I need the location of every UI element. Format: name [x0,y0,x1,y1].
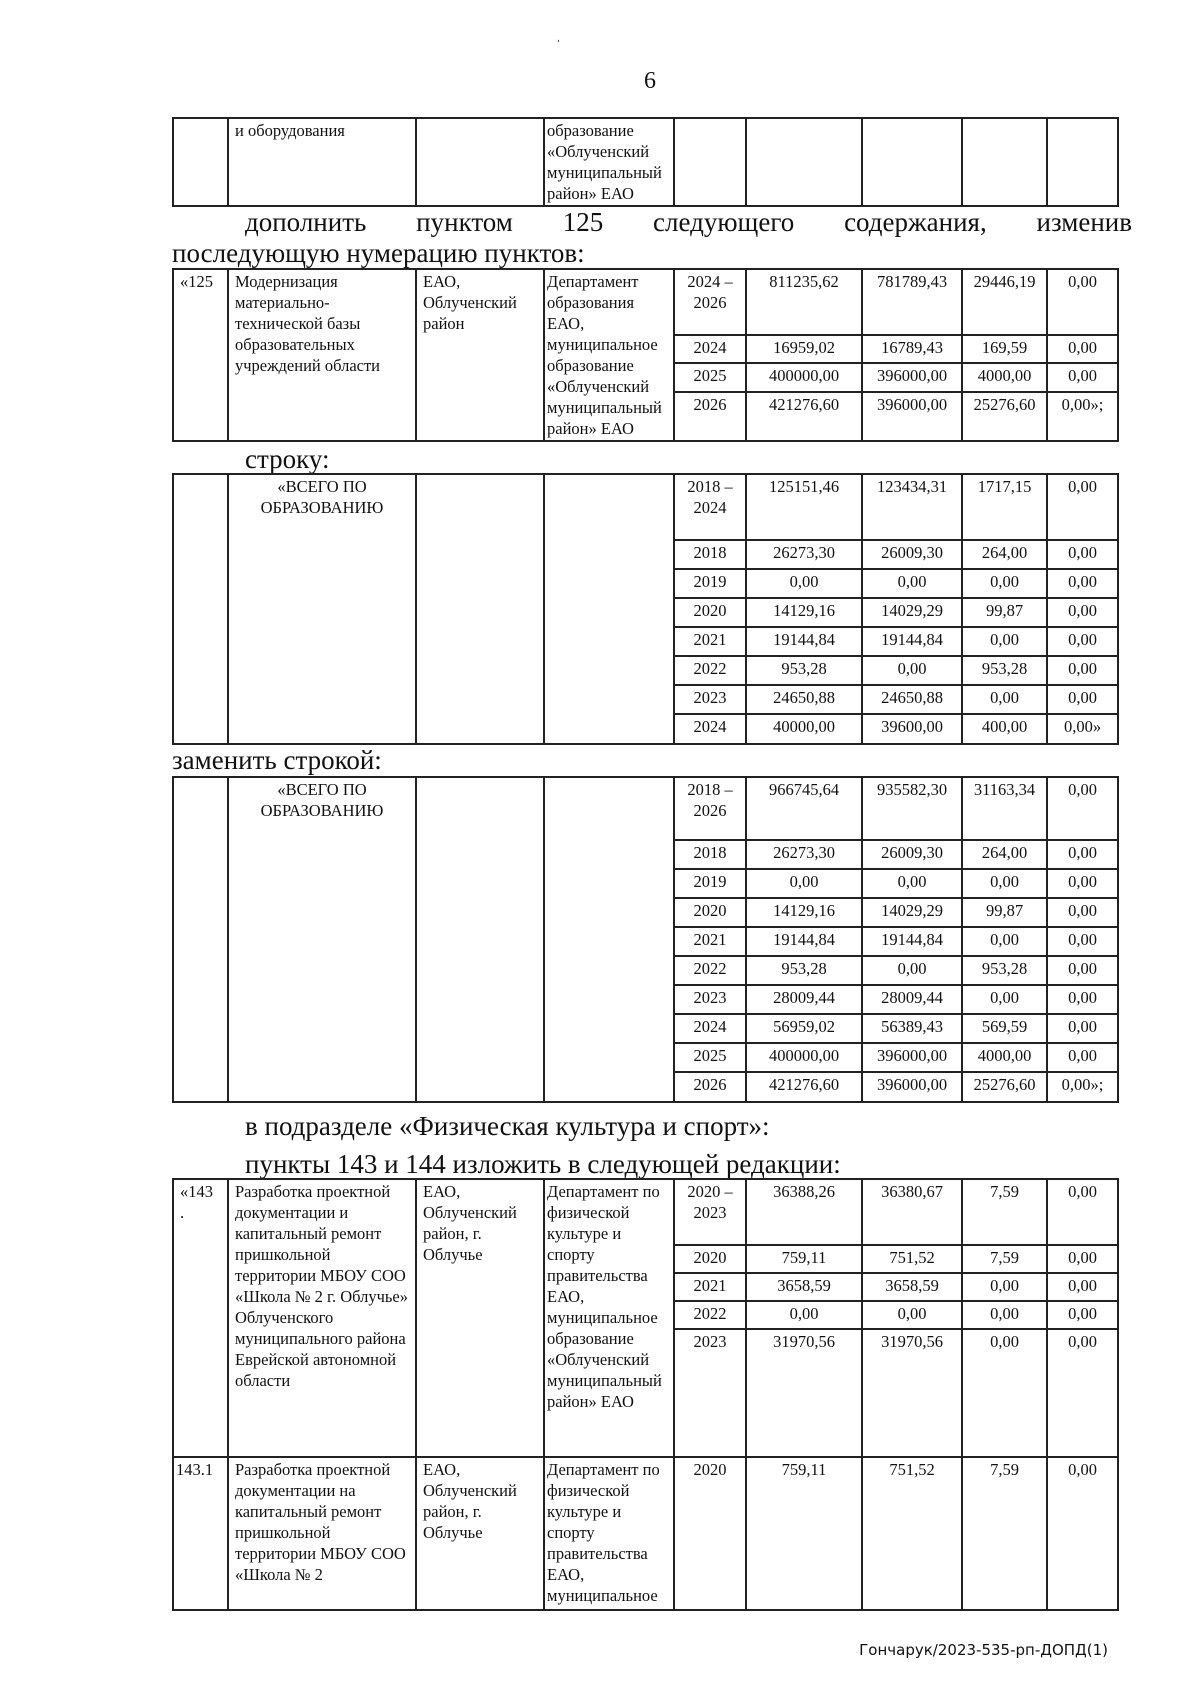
total-cell: 400000,00 [746,363,862,392]
amount-cell: 0,00 [1047,1179,1118,1245]
year-cell: 2018 – 2026 [674,777,746,840]
total-cell: 811235,62 [746,269,862,335]
total-name: «ВСЕГО ПО ОБРАЗОВАНИЮ [228,777,416,1102]
amount-cell: 169,59 [962,335,1047,363]
item-name: Разработка проектной документации и капитальный ремонт пришкольной территории МБОУ СОО «Школа № 2 г. Облучье» Облученского муниципального района Еврейской автономной области [228,1179,416,1457]
amount-cell: 0,00 [1047,269,1118,335]
amount-cell: 25276,60 [962,392,1047,441]
total-cell: 125151,46 [746,474,862,540]
item-name: Разработка проектной документации на капитальный ремонт пришкольной территории МБОУ СОО «Школа № 2 [228,1457,416,1610]
total-cell: 36388,26 [746,1179,862,1245]
item-number: «143 . [173,1179,228,1457]
amount-cell: 7,59 [962,1457,1047,1610]
amount-cell: 36380,67 [862,1179,962,1245]
item-executor: Департамент по физической культуре и спорту правительства ЕАО, муниципальное образование «Облученский муниципальный район» ЕАО [544,1179,674,1457]
para-replace-label: заменить строкой: [172,745,382,775]
item-place: ЕАО, Облученский район, г. Облучье [416,1457,544,1610]
item-number: «125 [173,269,228,441]
amount-cell: 396000,00 [862,392,962,441]
total-cell: 421276,60 [746,392,862,441]
item-place: ЕАО, Облученский район [416,269,544,441]
year-cell: 2026 [674,392,746,441]
footer-code: Гончарук/2023-535-рп-ДОПД(1) [859,1641,1108,1659]
amount-cell: 123434,31 [862,474,962,540]
old-total-table: «ВСЕГО ПО ОБРАЗОВАНИЮ 2018 – 2024 125151,46 123434,31 1717,15 0,00 2018 26273,30 26009,30 264,00 0,00 2019 0,00 0,00 0,00 0,00 2020 14129,16 14029,29 99,87 0,00 2021 19144,84 19144,84 0,00 0,00 2022 953,28 0,00 953,28 0,00 2023 24650,88 24650,88 0,00 0,00 2024 40000,00 39600,00 400,00 0,00» [172,473,1119,745]
amount-cell: 781789,43 [862,269,962,335]
total-cell: 966745,64 [746,777,862,840]
item-executor: Департамент по физической культуре и спорту правительства ЕАО, муниципальное [544,1457,674,1610]
item-name: Модернизация материально-технической базы образовательных учреждений области [228,269,416,441]
year-cell: 2020 [674,1457,746,1610]
cell-executor: образование «Облученский муниципальный район» ЕАО [544,118,674,206]
para-sport: в подразделе «Физическая культура и спорт»: [245,1111,770,1141]
para-row-label: строку: [245,444,330,474]
amount-cell: 751,52 [862,1457,962,1610]
total-cell: 16959,02 [746,335,862,363]
top-continuation-table [172,117,1119,207]
para1-line1: дополнить пунктом 125 следующего содержания, изменив [245,207,1132,237]
amount-cell: 31163,34 [962,777,1047,840]
item-executor: Департамент образования ЕАО, муниципальное образование «Облученский муниципальный район» ЕАО [544,269,674,441]
year-cell: 2024 – 2026 [674,269,746,335]
year-cell: 2018 – 2024 [674,474,746,540]
amount-cell: 396000,00 [862,363,962,392]
amount-cell: 4000,00 [962,363,1047,392]
cell-num [173,118,228,206]
amount-cell: 0,00»; [1047,392,1118,441]
item-number: 143.1 [173,1457,228,1610]
amount-cell: 0,00 [1047,335,1118,363]
amount-cell: 0,00 [1047,1457,1118,1610]
amount-cell: 1717,15 [962,474,1047,540]
cell-place [416,118,544,206]
total-cell: 759,11 [746,1457,862,1610]
para1-line2: последующую нумерацию пунктов: [172,238,585,268]
year-cell: 2020 – 2023 [674,1179,746,1245]
cell-name: и оборудования [228,118,416,206]
amount-cell: 7,59 [962,1179,1047,1245]
item-125-table [172,268,1119,442]
item-place: ЕАО, Облученский район, г. Облучье [416,1179,544,1457]
amount-cell: 0,00 [1047,363,1118,392]
amount-cell: 935582,30 [862,777,962,840]
scan-mark: ˌ [556,28,561,43]
total-name: «ВСЕГО ПО ОБРАЗОВАНИЮ [228,474,416,744]
amount-cell: 16789,43 [862,335,962,363]
year-cell: 2025 [674,363,746,392]
amount-cell: 29446,19 [962,269,1047,335]
page-number: 6 [644,68,656,94]
amount-cell: 0,00 [1047,474,1118,540]
para-items: пункты 143 и 144 изложить в следующей редакции: [245,1149,841,1179]
new-total-table: «ВСЕГО ПО ОБРАЗОВАНИЮ 2018 – 2026 966745,64 935582,30 31163,34 0,00 2018 26273,30 26009,30 264,00 0,00 2019 0,00 0,00 0,00 0,00 2020 14129,16 14029,29 99,87 0,00 2021 19144,84 19144,84 0,00 0,00 2022 953,28 0,00 953,28 0,00 2023 28009,44 28009,44 0,00 0,00 2024 56959,02 56389,43 569,59 0,00 2025 400000,00 396000,00 4000,00 0,00 2026 421276,60 396000,00 25276,60 0,00»; [172,776,1119,1103]
year-cell: 2024 [674,335,746,363]
item-143-table: «143 . Разработка проектной документации и капитальный ремонт пришкольной территории МБОУ СОО «Школа № 2 г. Облучье» Облученского муниципального района Еврейской автономной области ЕАО, Облученский район, г. Облучье Департамент по физической культуре и спорту правительства ЕАО, муниципальное образование «Облученский муниципальный район» ЕАО 2020 – 2023 36388,26 36380,67 7,59 0,00 2020 759,11 751,52 7,59 0,00 2021 3658,59 3658,59 0,00 0,00 2022 0,00 0,00 0,00 0,00 2023 31970,56 31970,56 0,00 0,00 143.1 Разработка проектной документации на капитальный ремонт пришкольной территории МБОУ СОО «Школа № 2 ЕАО, Облученский район, г. Облучье Департамент по физической культуре и спорту правительства ЕАО, муниципальное 2020 759,11 751,52 7,59 0,00 [172,1178,1119,1611]
amount-cell: 0,00 [1047,777,1118,840]
